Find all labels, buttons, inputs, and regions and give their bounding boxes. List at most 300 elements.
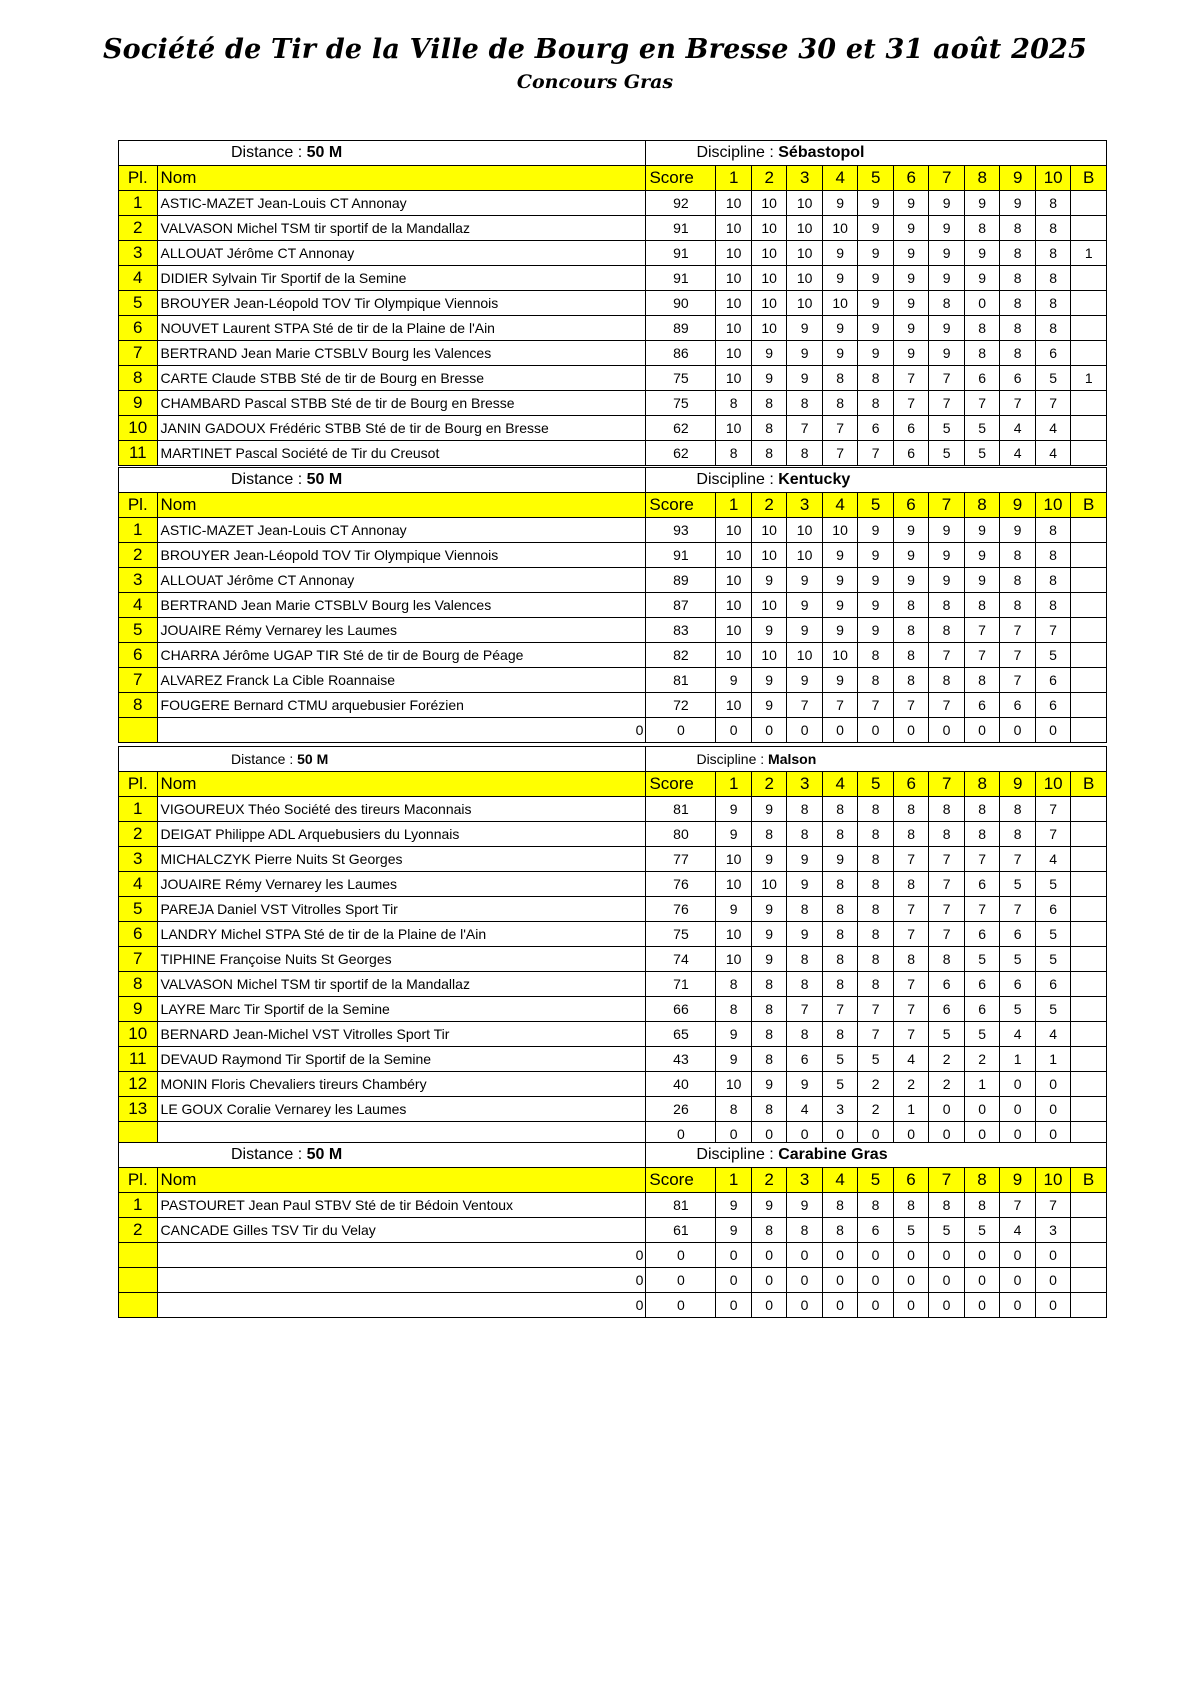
shot-cell: 1 xyxy=(964,1072,1000,1097)
distance-label xyxy=(119,468,646,493)
shot-cell: 9 xyxy=(822,668,857,693)
shot-cell: 7 xyxy=(1035,391,1071,416)
shot-cell: 6 xyxy=(929,997,965,1022)
shot-cell: 9 xyxy=(893,191,929,216)
bonus-cell xyxy=(1071,1293,1107,1318)
competitor-name-cell: DIDIER Sylvain Tir Sportif de la Semine xyxy=(157,266,646,291)
shot-cell: 8 xyxy=(751,1097,787,1122)
shot-cell: 9 xyxy=(751,1193,786,1218)
score-cell: 91 xyxy=(646,241,716,266)
score-cell: 91 xyxy=(646,266,716,291)
shot-cell: 9 xyxy=(893,341,929,366)
shot-cell: 10 xyxy=(787,643,822,668)
shot-cell: 9 xyxy=(893,518,928,543)
shot-cell: 10 xyxy=(822,518,857,543)
placement-cell: 2 xyxy=(119,822,158,847)
shot-cell: 8 xyxy=(858,897,894,922)
shot-cell: 9 xyxy=(893,241,929,266)
shot-cell: 10 xyxy=(751,266,787,291)
shot-cell: 8 xyxy=(716,1097,752,1122)
bonus-cell xyxy=(1071,1097,1107,1122)
shot-cell: 7 xyxy=(822,693,857,718)
column-header: 8 xyxy=(964,1168,999,1193)
shot-cell: 10 xyxy=(822,643,857,668)
shot-cell: 0 xyxy=(1035,1243,1070,1268)
shot-cell: 1 xyxy=(1000,1047,1036,1072)
bonus-cell xyxy=(1071,1193,1107,1218)
results-table xyxy=(118,746,1107,1147)
column-header: Score xyxy=(646,1168,716,1193)
shot-cell: 4 xyxy=(787,1097,823,1122)
shot-cell: 5 xyxy=(822,1047,858,1072)
table-row xyxy=(119,241,1107,266)
shot-cell: 9 xyxy=(929,568,964,593)
shot-cell: 0 xyxy=(716,718,751,743)
table-row xyxy=(119,872,1107,897)
bonus-cell xyxy=(1071,1022,1107,1047)
shot-cell: 0 xyxy=(822,1122,858,1147)
shot-cell: 9 xyxy=(964,191,1000,216)
column-header: 1 xyxy=(716,1168,751,1193)
shot-cell: 0 xyxy=(787,1293,822,1318)
column-header: 10 xyxy=(1035,493,1070,518)
shot-cell: 9 xyxy=(893,216,929,241)
shot-cell: 8 xyxy=(822,947,858,972)
shot-cell: 0 xyxy=(964,1097,1000,1122)
shot-cell: 8 xyxy=(858,922,894,947)
score-cell: 86 xyxy=(646,341,716,366)
shot-cell: 7 xyxy=(929,366,965,391)
shot-cell: 10 xyxy=(716,241,752,266)
shot-cell: 9 xyxy=(858,543,893,568)
shot-cell: 8 xyxy=(929,668,964,693)
shot-cell: 9 xyxy=(751,922,787,947)
page-subtitle: Concours Gras xyxy=(516,71,674,93)
shot-cell: 9 xyxy=(822,568,857,593)
shot-cell: 0 xyxy=(858,718,893,743)
shot-cell: 9 xyxy=(1000,518,1035,543)
shot-cell: 4 xyxy=(1035,441,1071,466)
shot-cell: 9 xyxy=(787,366,823,391)
score-cell: 76 xyxy=(646,897,716,922)
table-meta-row xyxy=(119,747,1107,772)
table-row xyxy=(119,1047,1107,1072)
placement-cell: 5 xyxy=(119,897,158,922)
shot-cell: 2 xyxy=(929,1072,965,1097)
shot-cell: 8 xyxy=(751,1218,786,1243)
competitor-name-cell: CHAMBARD Pascal STBB Sté de tir de Bourg en Bresse xyxy=(157,391,646,416)
bonus-cell xyxy=(1071,972,1107,997)
shot-cell: 8 xyxy=(893,822,929,847)
shot-cell: 9 xyxy=(822,847,858,872)
shot-cell: 10 xyxy=(716,618,751,643)
shot-cell: 0 xyxy=(751,1268,786,1293)
table-meta-row xyxy=(119,468,1107,493)
shot-cell: 10 xyxy=(751,316,787,341)
shot-cell: 8 xyxy=(1000,341,1036,366)
competitor-name-cell: ALVAREZ Franck La Cible Roannaise xyxy=(157,668,646,693)
score-cell: 75 xyxy=(646,922,716,947)
shot-cell: 8 xyxy=(893,593,928,618)
shot-cell: 0 xyxy=(787,1243,822,1268)
shot-cell: 8 xyxy=(1035,543,1070,568)
distance-caption: Distance : xyxy=(231,1146,307,1163)
shot-cell: 9 xyxy=(929,341,965,366)
placement-cell: 5 xyxy=(119,618,158,643)
bonus-cell xyxy=(1071,191,1107,216)
discipline-label xyxy=(646,141,1107,166)
placement-cell: 8 xyxy=(119,366,158,391)
shot-cell: 9 xyxy=(858,518,893,543)
bonus-cell xyxy=(1071,316,1107,341)
column-header: 2 xyxy=(751,493,786,518)
shot-cell: 7 xyxy=(858,997,894,1022)
score-cell: 40 xyxy=(646,1072,716,1097)
shot-cell: 10 xyxy=(716,1072,752,1097)
shot-cell: 8 xyxy=(893,872,929,897)
shot-cell: 7 xyxy=(1000,847,1036,872)
shot-cell: 9 xyxy=(858,266,894,291)
placement-cell: 2 xyxy=(119,216,158,241)
placement-cell: 6 xyxy=(119,922,158,947)
shot-cell: 8 xyxy=(893,1193,928,1218)
score-cell: 0 xyxy=(646,1293,716,1318)
shot-cell: 0 xyxy=(893,1293,928,1318)
shot-cell: 9 xyxy=(716,1022,752,1047)
placement-cell: 9 xyxy=(119,391,158,416)
shot-cell: 8 xyxy=(751,997,787,1022)
column-header: 9 xyxy=(1000,493,1035,518)
shot-cell: 7 xyxy=(893,847,929,872)
bonus-cell xyxy=(1071,618,1107,643)
shot-cell: 1 xyxy=(893,1097,929,1122)
placement-cell: 6 xyxy=(119,643,158,668)
shot-cell: 0 xyxy=(716,1293,751,1318)
shot-cell: 8 xyxy=(1035,191,1071,216)
shot-cell: 8 xyxy=(822,822,858,847)
shot-cell: 8 xyxy=(893,618,928,643)
shot-cell: 9 xyxy=(751,797,787,822)
table-row xyxy=(119,1193,1107,1218)
shot-cell: 9 xyxy=(929,316,965,341)
shot-cell: 0 xyxy=(964,718,999,743)
shot-cell: 0 xyxy=(751,718,786,743)
competitor-name-cell: ASTIC-MAZET Jean-Louis CT Annonay xyxy=(157,518,646,543)
score-cell: 72 xyxy=(646,693,716,718)
competitor-name-cell: PASTOURET Jean Paul STBV Sté de tir Bédoin Ventoux xyxy=(157,1193,646,1218)
shot-cell: 9 xyxy=(751,847,787,872)
shot-cell: 6 xyxy=(964,972,1000,997)
table-row xyxy=(119,593,1107,618)
shot-cell: 8 xyxy=(1000,543,1035,568)
shot-cell: 10 xyxy=(716,416,752,441)
distance-value: 50 M xyxy=(306,144,343,161)
score-cell: 91 xyxy=(646,543,716,568)
shot-cell: 5 xyxy=(929,1022,965,1047)
column-header: 3 xyxy=(787,493,822,518)
shot-cell: 6 xyxy=(1035,972,1071,997)
placement-cell: 1 xyxy=(119,1193,158,1218)
shot-cell: 6 xyxy=(1035,668,1070,693)
bonus-cell xyxy=(1071,543,1107,568)
column-header: Nom xyxy=(157,166,646,191)
shot-cell: 9 xyxy=(964,266,1000,291)
competitor-name-cell: PAREJA Daniel VST Vitrolles Sport Tir xyxy=(157,897,646,922)
shot-cell: 5 xyxy=(964,1218,999,1243)
shot-cell: 7 xyxy=(964,391,1000,416)
shot-cell: 8 xyxy=(1035,568,1070,593)
shot-cell: 8 xyxy=(858,797,894,822)
table-header-row xyxy=(119,166,1107,191)
shot-cell: 5 xyxy=(1035,366,1071,391)
shot-cell: 8 xyxy=(893,797,929,822)
distance-label xyxy=(119,141,646,166)
column-header: 1 xyxy=(716,166,752,191)
table-header-row xyxy=(119,772,1107,797)
shot-cell: 7 xyxy=(787,997,823,1022)
shot-cell: 5 xyxy=(1035,997,1071,1022)
column-header: 10 xyxy=(1035,772,1071,797)
shot-cell: 8 xyxy=(1000,316,1036,341)
shot-cell: 10 xyxy=(716,216,752,241)
placement-cell: 7 xyxy=(119,947,158,972)
shot-cell: 0 xyxy=(822,718,857,743)
shot-cell: 0 xyxy=(1035,1268,1070,1293)
shot-cell: 10 xyxy=(822,291,858,316)
shot-cell: 5 xyxy=(858,1047,894,1072)
table-meta-row xyxy=(119,1143,1107,1168)
shot-cell: 7 xyxy=(787,416,823,441)
shot-cell: 8 xyxy=(1000,593,1035,618)
shot-cell: 8 xyxy=(822,972,858,997)
column-header: 5 xyxy=(858,493,893,518)
shot-cell: 9 xyxy=(964,543,999,568)
shot-cell: 8 xyxy=(858,643,893,668)
table-row xyxy=(119,668,1107,693)
shot-cell: 8 xyxy=(1035,216,1071,241)
shot-cell: 9 xyxy=(787,341,823,366)
column-header: Score xyxy=(646,166,716,191)
table-row xyxy=(119,947,1107,972)
shot-cell: 7 xyxy=(893,366,929,391)
table-row xyxy=(119,643,1107,668)
shot-cell: 0 xyxy=(751,1293,786,1318)
shot-cell: 10 xyxy=(787,216,823,241)
shot-cell: 9 xyxy=(716,1047,752,1072)
shot-cell: 9 xyxy=(751,366,787,391)
shot-cell: 10 xyxy=(716,693,751,718)
competitor-name-cell: TIPHINE Françoise Nuits St Georges xyxy=(157,947,646,972)
shot-cell: 9 xyxy=(858,593,893,618)
shot-cell: 8 xyxy=(964,316,1000,341)
shot-cell: 0 xyxy=(964,1293,999,1318)
discipline-value: Sébastopol xyxy=(778,144,865,161)
column-header: 2 xyxy=(751,166,787,191)
competitor-name-cell: JANIN GADOUX Frédéric STBB Sté de tir de Bourg en Bresse xyxy=(157,416,646,441)
shot-cell: 3 xyxy=(822,1097,858,1122)
shot-cell: 0 xyxy=(858,1122,894,1147)
distance-value: 50 M xyxy=(297,751,329,767)
shot-cell: 6 xyxy=(929,972,965,997)
bonus-cell xyxy=(1071,441,1107,466)
shot-cell: 9 xyxy=(787,593,822,618)
shot-cell: 9 xyxy=(893,543,928,568)
competitor-name-cell: CHARRA Jérôme UGAP TIR Sté de tir de Bourg de Péage xyxy=(157,643,646,668)
score-cell: 75 xyxy=(646,366,716,391)
shot-cell: 6 xyxy=(893,416,929,441)
shot-cell: 7 xyxy=(1000,391,1036,416)
bonus-cell: 1 xyxy=(1071,241,1107,266)
column-header: 2 xyxy=(751,1168,786,1193)
bonus-cell xyxy=(1071,718,1107,743)
competitor-name-cell: JOUAIRE Rémy Vernarey les Laumes xyxy=(157,872,646,897)
column-header: 1 xyxy=(716,772,752,797)
shot-cell: 4 xyxy=(1000,441,1036,466)
shot-cell: 8 xyxy=(822,1193,857,1218)
shot-cell: 0 xyxy=(822,1293,857,1318)
score-cell: 80 xyxy=(646,822,716,847)
table-row xyxy=(119,341,1107,366)
placement-cell: 9 xyxy=(119,997,158,1022)
column-header: 6 xyxy=(893,166,929,191)
shot-cell: 9 xyxy=(822,543,857,568)
shot-cell: 0 xyxy=(929,1293,964,1318)
shot-cell: 10 xyxy=(751,216,787,241)
shot-cell: 9 xyxy=(751,693,786,718)
shot-cell: 9 xyxy=(716,1218,751,1243)
shot-cell: 6 xyxy=(964,997,1000,1022)
distance-caption: Distance : xyxy=(231,751,298,767)
shot-cell: 5 xyxy=(929,441,965,466)
column-header: 10 xyxy=(1035,166,1071,191)
shot-cell: 10 xyxy=(716,847,752,872)
shot-cell: 5 xyxy=(822,1072,858,1097)
competitor-name-cell: CANCADE Gilles TSV Tir du Velay xyxy=(157,1218,646,1243)
shot-cell: 0 xyxy=(716,1268,751,1293)
placement-cell: 7 xyxy=(119,341,158,366)
shot-cell: 8 xyxy=(893,668,928,693)
table-row xyxy=(119,618,1107,643)
shot-cell: 2 xyxy=(929,1047,965,1072)
discipline-value: Kentucky xyxy=(778,471,851,488)
shot-cell: 7 xyxy=(893,1022,929,1047)
shot-cell: 0 xyxy=(964,1122,1000,1147)
column-header: 5 xyxy=(858,1168,893,1193)
bonus-cell xyxy=(1071,341,1107,366)
shot-cell: 7 xyxy=(822,997,858,1022)
score-cell: 65 xyxy=(646,1022,716,1047)
shot-cell: 8 xyxy=(716,391,752,416)
shot-cell: 10 xyxy=(716,643,751,668)
shot-cell: 9 xyxy=(964,518,999,543)
shot-cell: 0 xyxy=(893,1122,929,1147)
shot-cell: 9 xyxy=(822,191,858,216)
shot-cell: 8 xyxy=(787,441,823,466)
shot-cell: 6 xyxy=(1000,693,1035,718)
shot-cell: 0 xyxy=(787,1268,822,1293)
bonus-cell xyxy=(1071,216,1107,241)
bonus-cell xyxy=(1071,416,1107,441)
shot-cell: 10 xyxy=(716,291,752,316)
shot-cell: 8 xyxy=(1035,241,1071,266)
shot-cell: 6 xyxy=(964,366,1000,391)
column-header: 4 xyxy=(822,1168,857,1193)
distance-value: 50 M xyxy=(306,471,343,488)
shot-cell: 7 xyxy=(929,847,965,872)
score-cell: 0 xyxy=(646,1268,716,1293)
bonus-cell xyxy=(1071,797,1107,822)
shot-cell: 0 xyxy=(822,1243,857,1268)
placement-cell: 4 xyxy=(119,593,158,618)
bonus-cell xyxy=(1071,593,1107,618)
shot-cell: 9 xyxy=(822,593,857,618)
shot-cell: 7 xyxy=(929,391,965,416)
shot-cell: 8 xyxy=(1000,568,1035,593)
shot-cell: 7 xyxy=(1000,643,1035,668)
shot-cell: 7 xyxy=(822,441,858,466)
score-cell: 0 xyxy=(646,1243,716,1268)
column-header: 9 xyxy=(1000,772,1036,797)
discipline-caption: Discipline : xyxy=(696,751,769,767)
discipline-value: Carabine Gras xyxy=(778,1146,888,1163)
competitor-name-cell: CARTE Claude STBB Sté de tir de Bourg en Bresse xyxy=(157,366,646,391)
shot-cell: 9 xyxy=(858,618,893,643)
shot-cell: 8 xyxy=(822,922,858,947)
placement-cell xyxy=(119,1268,158,1293)
shot-cell: 8 xyxy=(858,1193,893,1218)
shot-cell: 10 xyxy=(716,593,751,618)
shot-cell: 9 xyxy=(716,1193,751,1218)
bonus-cell xyxy=(1071,822,1107,847)
results-table xyxy=(118,1142,1107,1318)
column-header: 7 xyxy=(929,166,965,191)
shot-cell: 6 xyxy=(964,872,1000,897)
shot-cell: 2 xyxy=(893,1072,929,1097)
shot-cell: 8 xyxy=(787,897,823,922)
shot-cell: 9 xyxy=(787,1193,822,1218)
competitor-name-cell: DEIGAT Philippe ADL Arquebusiers du Lyonnais xyxy=(157,822,646,847)
shot-cell: 9 xyxy=(893,568,928,593)
column-header: Nom xyxy=(157,772,646,797)
shot-cell: 0 xyxy=(929,1122,965,1147)
column-header: 5 xyxy=(858,166,894,191)
placement-cell: 3 xyxy=(119,241,158,266)
score-cell: 74 xyxy=(646,947,716,972)
placement-cell: 8 xyxy=(119,693,158,718)
shot-cell: 5 xyxy=(1035,872,1071,897)
shot-cell: 8 xyxy=(929,1193,964,1218)
column-header: 9 xyxy=(1000,166,1036,191)
shot-cell: 8 xyxy=(751,416,787,441)
shot-cell: 8 xyxy=(822,391,858,416)
table-row xyxy=(119,391,1107,416)
shot-cell: 7 xyxy=(929,872,965,897)
shot-cell: 8 xyxy=(1035,316,1071,341)
table-row xyxy=(119,441,1107,466)
shot-cell: 7 xyxy=(929,643,964,668)
placement-cell: 10 xyxy=(119,416,158,441)
competitor-name-cell: JOUAIRE Rémy Vernarey les Laumes xyxy=(157,618,646,643)
shot-cell: 8 xyxy=(822,1022,858,1047)
shot-cell: 7 xyxy=(893,922,929,947)
discipline-label xyxy=(646,468,1107,493)
shot-cell: 9 xyxy=(858,291,894,316)
competitor-name-cell: FOUGERE Bernard CTMU arquebusier Forézien xyxy=(157,693,646,718)
shot-cell: 8 xyxy=(822,897,858,922)
score-cell: 61 xyxy=(646,1218,716,1243)
competitor-name-cell: BROUYER Jean-Léopold TOV Tir Olympique Viennois xyxy=(157,543,646,568)
shot-cell: 4 xyxy=(893,1047,929,1072)
